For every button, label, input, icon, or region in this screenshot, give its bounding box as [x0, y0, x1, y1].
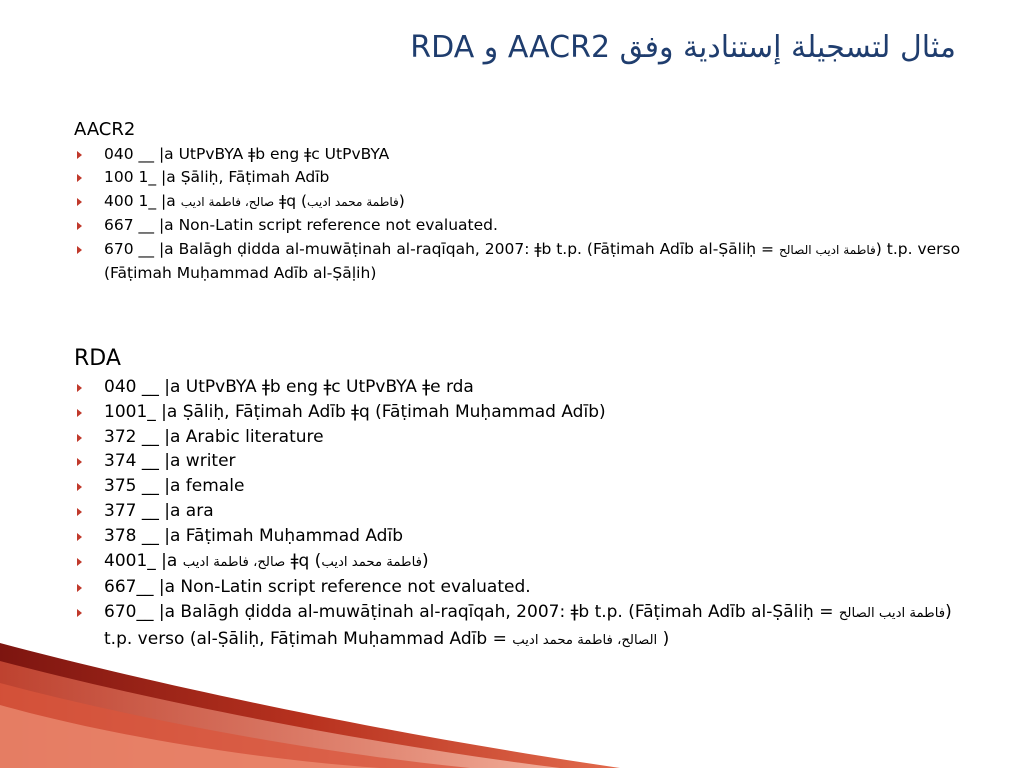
record-field	[74, 474, 964, 499]
field-text: 378 __ |a Fāṭimah Muḥammad Adīb	[104, 525, 403, 546]
field-text: ǂq (	[285, 550, 322, 571]
field-text: 400 1_ |a	[104, 191, 181, 210]
arabic-text: فاطمة محمد اديب	[307, 194, 399, 209]
bullet-arrow-icon	[77, 246, 82, 254]
field-text: 375 __ |a female	[104, 476, 245, 497]
field-text: 1001_ |a Ṣāliḥ, Fāṭimah Adīb ǂq (Fāṭimah Muḥammad Adīb)	[104, 401, 606, 422]
record-field	[74, 400, 964, 425]
record-field	[74, 575, 964, 600]
bullet-arrow-icon	[77, 508, 82, 516]
field-text: )	[657, 628, 670, 649]
field-text: 4001_ |a	[104, 550, 183, 571]
field-text: 670__ |a Balāgh ḍidda al-muwāṭinah al-raqīqah, 2007: ǂb t.p. (Fāṭimah Adīb al-Ṣāliḥ =	[104, 602, 839, 623]
bullet-arrow-icon	[77, 584, 82, 592]
bullet-arrow-icon	[77, 222, 82, 230]
aacr2-section	[74, 117, 964, 285]
bullet-arrow-icon	[77, 409, 82, 417]
arabic-text: صالح، فاطمة اديب	[180, 194, 275, 209]
section-heading: AACR2	[74, 119, 136, 140]
bullet-arrow-icon	[77, 609, 82, 617]
field-text: 100 1_ |a Ṣāliḥ, Fāṭimah Adīb	[104, 168, 330, 187]
bullet-arrow-icon	[77, 458, 82, 466]
arabic-text: صالح، فاطمة اديب	[182, 554, 286, 570]
bullet-arrow-icon	[77, 434, 82, 442]
slide-title: مثال لتسجيلة إستنادية وفق AACR2 و RDA	[410, 30, 956, 65]
field-text: ) t.p. verso (al-Ṣāliḥ, Fāṭimah Muḥammad Adīb =	[104, 602, 952, 649]
arabic-text: فاطمة اديب الصالح	[778, 242, 876, 257]
field-text: )	[421, 550, 429, 571]
record-field	[74, 449, 964, 474]
bullet-arrow-icon	[77, 558, 82, 566]
record-field	[74, 499, 964, 524]
field-text: 377 __ |a ara	[104, 500, 214, 521]
aacr2-record-list	[74, 143, 964, 285]
field-text: 670 __ |a Balāgh ḍidda al-muwāṭinah al-raqīqah, 2007: ǂb t.p. (Fāṭimah Adīb al-Ṣāliḥ =	[104, 239, 779, 258]
bullet-arrow-icon	[77, 384, 82, 392]
field-text: 667__ |a Non-Latin script reference not evaluated.	[104, 577, 531, 598]
field-text: 374 __ |a writer	[104, 451, 236, 472]
rda-record-list	[74, 375, 964, 654]
record-field	[74, 166, 964, 189]
record-field	[74, 425, 964, 450]
rda-section	[74, 343, 964, 654]
field-text: 040 __ |a UtPvBYA ǂb eng ǂc UtPvBYA ǂe rda	[104, 377, 474, 397]
bullet-arrow-icon	[77, 533, 82, 541]
bullet-arrow-icon	[77, 174, 82, 182]
arabic-text: الصالح، فاطمة محمد اديب	[512, 632, 658, 648]
record-field	[74, 190, 964, 214]
record-field	[74, 214, 964, 237]
section-heading: RDA	[74, 346, 121, 371]
record-field	[74, 549, 964, 576]
field-text: ǂq (	[274, 191, 308, 210]
decorative-swoosh	[0, 643, 620, 768]
record-field	[74, 524, 964, 549]
bullet-arrow-icon	[77, 151, 82, 159]
field-text: 667 __ |a Non-Latin script reference not evaluated.	[104, 216, 498, 235]
arabic-text: فاطمة اديب الصالح	[838, 606, 946, 622]
bullet-arrow-icon	[77, 198, 82, 206]
record-field	[74, 143, 964, 166]
field-text: 040 __ |a UtPvBYA ǂb eng ǂc UtPvBYA	[104, 145, 390, 163]
field-text: ) t.p. verso (Fāṭimah Muḥammad Adīb al-Ṣāḷih)	[104, 239, 961, 283]
bullet-arrow-icon	[77, 483, 82, 491]
record-field	[74, 238, 964, 286]
field-text: )	[398, 191, 405, 210]
record-field	[74, 375, 964, 400]
field-text: 372 __ |a Arabic literature	[104, 426, 324, 447]
arabic-text: فاطمة محمد اديب	[321, 554, 422, 570]
